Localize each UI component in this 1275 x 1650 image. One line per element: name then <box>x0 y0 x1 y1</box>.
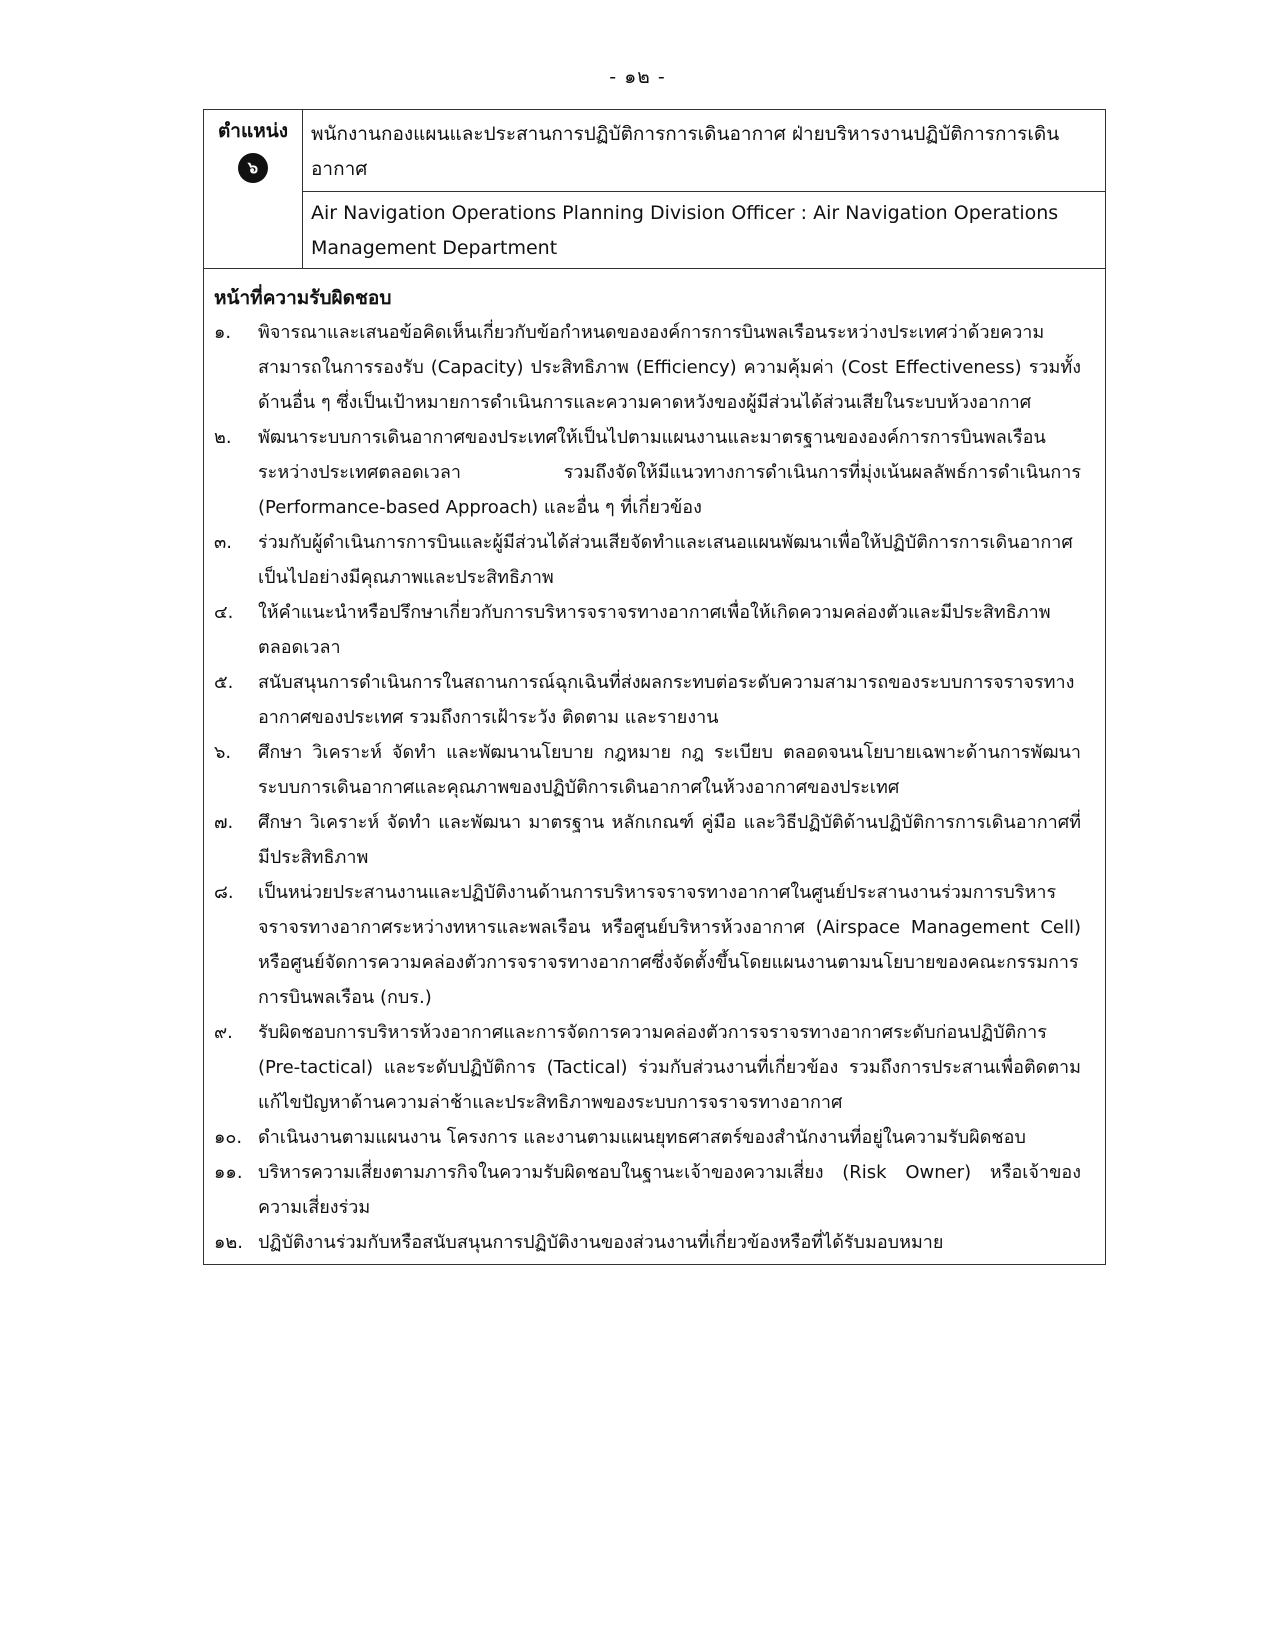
position-label: ตำแหน่ง <box>217 120 289 142</box>
duty-item <box>214 1155 1081 1225</box>
duty-item <box>214 1015 1081 1120</box>
duty-text: ปฏิบัติงานร่วมกับหรือสนับสนุนการปฏิบัติงานของส่วนงานที่เกี่ยวข้องหรือที่ได้รับมอบหมาย <box>258 1232 944 1253</box>
duty-item <box>214 1120 1081 1155</box>
job-description-table <box>203 109 1106 1265</box>
duty-number: ๔. <box>214 602 234 623</box>
page-number: - ๑๒ - <box>609 66 666 88</box>
duty-number: ๑๐. <box>214 1127 243 1148</box>
duty-number: ๑๒. <box>214 1232 244 1253</box>
duty-number: ๑๑. <box>214 1162 243 1183</box>
duty-item <box>214 525 1081 595</box>
duty-text: ร่วมกับผู้ดำเนินการการบินและผู้มีส่วนได้ส่วนเสียจัดทำและเสนอแผนพัฒนาเพื่อให้ปฏิบัติการการเดินอากาศเป็นไปอย่างมีคุณภาพและประสิทธิภาพ <box>258 532 1073 588</box>
duty-number: ๕. <box>214 672 234 693</box>
position-title-thai: พนักงานกองแผนและประสานการปฏิบัติการการเดินอากาศ ฝ่ายบริหารงานปฏิบัติการการเดินอากาศ <box>303 110 1105 192</box>
duty-number: ๓. <box>214 532 233 553</box>
duties-section <box>204 269 1105 1264</box>
duty-text: ศึกษา วิเคราะห์ จัดทำ และพัฒนา มาตรฐาน หลักเกณฑ์ คู่มือ และวิธีปฏิบัติด้านปฏิบัติการการเดินอากาศที่มีประสิทธิภาพ <box>258 812 1081 868</box>
duty-item <box>214 315 1081 420</box>
duty-text: เป็นหน่วยประสานงานและปฏิบัติงานด้านการบริหารจราจรทางอากาศในศูนย์ประสานงานร่วมการบริหารจราจรทางอากาศระหว่างทหารและพลเรือน หรือศูนย์บริหารห้วงอากาศ (Airspace Management Cell) หรือศูนย์จัดการความคล่องตัวการจราจรทางอากาศซึ่งจัดตั้งขึ้นโดยแผนงานตามนโยบายของคณะกรรมการการบินพลเรือน (กบร.) <box>258 882 1081 1008</box>
duty-item <box>214 595 1081 665</box>
duty-text: สนับสนุนการดำเนินการในสถานการณ์ฉุกเฉินที่ส่งผลกระทบต่อระดับความสามารถของระบบการจราจรทางอากาศของประเทศ รวมถึงการเฝ้าระวัง ติดตาม และรายงาน <box>258 672 1075 728</box>
duty-item <box>214 665 1081 735</box>
duty-number: ๙. <box>214 1022 233 1043</box>
duty-text: รับผิดชอบการบริหารห้วงอากาศและการจัดการความคล่องตัวการจราจรทางอากาศระดับก่อนปฏิบัติการ (Pre-tactical) และระดับปฏิบัติการ (Tactical) ร่วมกับส่วนงานที่เกี่ยวข้อง รวมถึงการประสานเพื่อติดตามแก้ไขปัญหาด้านความล่าช้าและประสิทธิภาพของระบบการจราจรทางอากาศ <box>258 1022 1081 1113</box>
duty-item <box>214 735 1081 805</box>
duties-heading: หน้าที่ความรับผิดชอบ <box>214 287 392 309</box>
duty-number: ๘. <box>214 882 234 903</box>
position-label-cell <box>204 110 303 268</box>
duty-text: ให้คำแนะนำหรือปรึกษาเกี่ยวกับการบริหารจราจรทางอากาศเพื่อให้เกิดความคล่องตัวและมีประสิทธิภาพตลอดเวลา <box>258 602 1051 658</box>
position-number-badge: ๖ <box>238 153 268 183</box>
duty-number: ๑. <box>214 322 232 343</box>
duty-number: ๗. <box>214 812 234 833</box>
duty-text: พัฒนาระบบการเดินอากาศของประเทศให้เป็นไปตามแผนงานและมาตรฐานขององค์การการบินพลเรือนระหว่างประเทศตลอดเวลา รวมถึงจัดให้มีแนวทางการดำเนินการที่มุ่งเน้นผลลัพธ์การดำเนินการ (Performance-based Approach) และอื่น ๆ ที่เกี่ยวข้อง <box>258 427 1081 518</box>
duty-item <box>214 1225 1081 1260</box>
duty-item <box>214 875 1081 1015</box>
duty-text: ดำเนินงานตามแผนงาน โครงการ และงานตามแผนยุทธศาสตร์ของสำนักงานที่อยู่ในความรับผิดชอบ <box>258 1127 1026 1148</box>
duty-item <box>214 805 1081 875</box>
duty-number: ๒. <box>214 427 232 448</box>
position-header-row <box>204 110 1105 269</box>
duty-text: พิจารณาและเสนอข้อคิดเห็นเกี่ยวกับข้อกำหนดขององค์การการบินพลเรือนระหว่างประเทศว่าด้วยความสามารถในการรองรับ (Capacity) ประสิทธิภาพ (Efficiency) ความคุ้มค่า (Cost Effectiveness) รวมทั้งด้านอื่น ๆ ซึ่งเป็นเป้าหมายการดำเนินการและความคาดหวังของผู้มีส่วนได้ส่วนเสียในระบบห้วงอากาศ <box>258 322 1081 413</box>
duty-text: บริหารความเสี่ยงตามภารกิจในความรับผิดชอบในฐานะเจ้าของความเสี่ยง (Risk Owner) หรือเจ้าของความเสี่ยงร่วม <box>258 1162 1081 1218</box>
duty-text: ศึกษา วิเคราะห์ จัดทำ และพัฒนานโยบาย กฎหมาย กฎ ระเบียบ ตลอดจนนโยบายเฉพาะด้านการพัฒนาระบบการเดินอากาศและคุณภาพของปฏิบัติการเดินอากาศในห้วงอากาศของประเทศ <box>258 742 1081 798</box>
duty-item <box>214 420 1081 525</box>
position-title-english: Air Navigation Operations Planning Division Officer : Air Navigation Operations Management Department <box>311 202 1059 259</box>
duty-number: ๖. <box>214 742 232 763</box>
position-title-cell <box>303 110 1105 268</box>
